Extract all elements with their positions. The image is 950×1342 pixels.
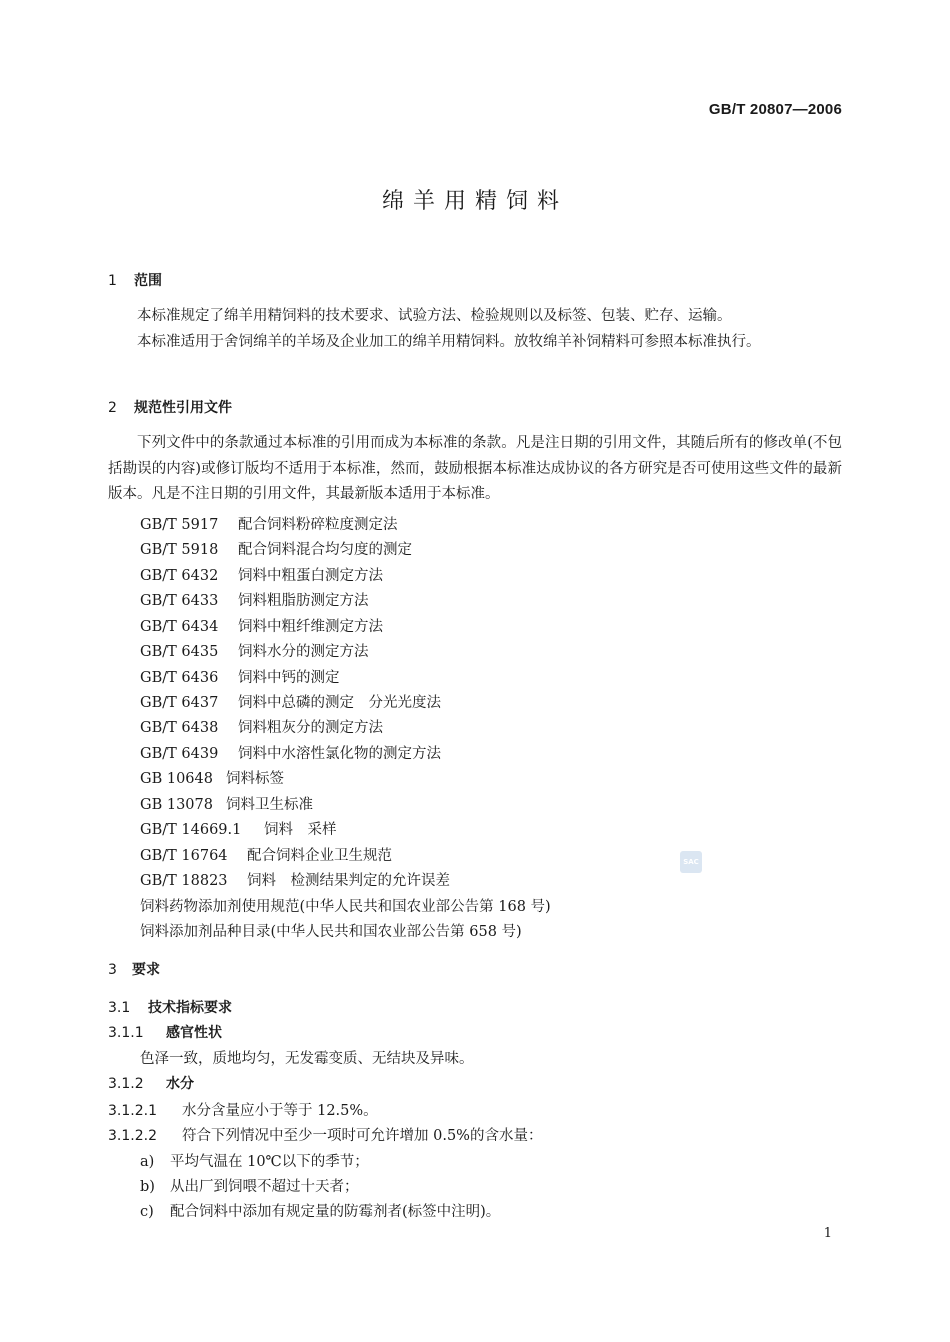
reference-item (140, 844, 392, 865)
list-text: 平均气温在 10℃以下的季节； (170, 1154, 369, 1170)
section-title: 水分 (166, 1076, 194, 1092)
reference-item (140, 666, 340, 687)
section-number: 3.1.2 (108, 1076, 144, 1092)
reference-title: 饲料 检测结果判定的允许误差 (247, 873, 450, 889)
page-number: 1 (823, 1226, 832, 1241)
reference-item (140, 640, 369, 661)
reference-code: GB 13078 (140, 797, 213, 813)
reference-item (140, 818, 337, 839)
list-label: a) (140, 1154, 155, 1170)
section-2-heading (108, 397, 232, 417)
reference-code: GB 10648 (140, 771, 213, 787)
reference-title: 饲料中水溶性氯化物的测定方法 (238, 746, 441, 762)
section-number: 2 (108, 400, 117, 416)
reference-code: GB/T 5917 (140, 517, 219, 533)
section-title: 范围 (134, 273, 162, 289)
paragraph: 下列文件中的条款通过本标准的引用而成为本标准的条款。凡是注日期的引用文件，其随后所有的修改单(不包括勘误的内容)或修订版均不适用于本标准，然而，鼓励根据本标准达成协议的各方研究是否可使用这些文件的最新版本。凡是不注日期的引用文件，其最新版本适用于本标准。 (108, 435, 842, 502)
reference-code: GB/T 14669.1 (140, 822, 242, 838)
clause-text: 水分含量应小于等于 12.5%。 (182, 1103, 378, 1119)
clause (108, 1124, 542, 1145)
subsection-heading (108, 1073, 194, 1093)
subsection-heading (108, 997, 232, 1017)
reference-item (140, 564, 383, 585)
reference-code: GB/T 6437 (140, 695, 219, 711)
list-item (140, 1150, 369, 1171)
section-title: 感官性状 (166, 1025, 222, 1041)
section-3-heading (108, 959, 160, 979)
reference-item (140, 513, 398, 534)
section-1-heading (108, 270, 162, 290)
reference-item (140, 793, 313, 814)
reference-item (140, 589, 369, 610)
reference-item (140, 691, 441, 712)
clause-text: 符合下列情况中至少一项时可允许增加 0.5%的含水量： (182, 1128, 543, 1144)
list-label: b) (140, 1179, 155, 1195)
section-number: 3.1.1 (108, 1025, 144, 1041)
list-text: 配合饲料中添加有规定量的防霉剂者(标签中注明)。 (170, 1204, 501, 1220)
reference-item: 饲料添加剂品种目录(中华人民共和国农业部公告第 658 号) (140, 924, 522, 940)
reference-title: 饲料中钙的测定 (238, 670, 340, 686)
reference-item (140, 538, 412, 559)
section-number: 3.1 (108, 1000, 131, 1016)
standard-number: GB/T 20807—2006 (708, 101, 842, 118)
reference-title: 配合饲料粉碎粒度测定法 (238, 517, 398, 533)
reference-title: 饲料标签 (226, 771, 284, 787)
reference-title: 饲料水分的测定方法 (238, 644, 369, 660)
reference-item (140, 742, 441, 763)
subsection-heading (108, 1022, 222, 1042)
paragraph: 本标准适用于舍饲绵羊的羊场及企业加工的绵羊用精饲料。放牧绵羊补饲精料可参照本标准执行。 (137, 334, 761, 350)
paragraph: 色泽一致，质地均匀，无发霉变质、无结块及异味。 (140, 1051, 474, 1067)
list-item (140, 1200, 500, 1221)
list-item (140, 1175, 359, 1196)
reference-code: GB/T 6436 (140, 670, 219, 686)
reference-title: 饲料中粗纤维测定方法 (238, 619, 383, 635)
section-number: 1 (108, 273, 117, 289)
sac-watermark-logo: SAC (680, 851, 702, 873)
reference-title: 配合饲料混合均匀度的测定 (238, 542, 412, 558)
reference-code: GB/T 6432 (140, 568, 219, 584)
reference-item (140, 869, 450, 890)
list-label: c) (140, 1204, 154, 1220)
reference-code: GB/T 18823 (140, 873, 228, 889)
clause-number: 3.1.2.1 (108, 1103, 157, 1119)
document-title: 绵羊用精饲料 (381, 189, 568, 214)
reference-code: GB/T 16764 (140, 848, 228, 864)
clause (108, 1099, 378, 1120)
reference-title: 饲料卫生标准 (226, 797, 313, 813)
reference-item (140, 615, 383, 636)
reference-item: 饲料药物添加剂使用规范(中华人民共和国农业部公告第 168 号) (140, 899, 551, 915)
section-title: 技术指标要求 (148, 1000, 232, 1016)
reference-code: GB/T 6439 (140, 746, 219, 762)
paragraph: 本标准规定了绵羊用精饲料的技术要求、试验方法、检验规则以及标签、包装、贮存、运输。 (137, 308, 732, 324)
reference-title: 饲料中总磷的测定 分光光度法 (238, 695, 441, 711)
reference-title: 饲料 采样 (264, 822, 337, 838)
reference-code: GB/T 6433 (140, 593, 219, 609)
section-title: 规范性引用文件 (134, 400, 232, 416)
reference-title: 配合饲料企业卫生规范 (247, 848, 392, 864)
reference-code: GB/T 5918 (140, 542, 219, 558)
reference-title: 饲料粗脂肪测定方法 (238, 593, 369, 609)
reference-title: 饲料粗灰分的测定方法 (238, 720, 383, 736)
reference-code: GB/T 6438 (140, 720, 219, 736)
reference-item (140, 716, 383, 737)
reference-code: GB/T 6434 (140, 619, 219, 635)
section-number: 3 (108, 962, 117, 978)
reference-title: 饲料中粗蛋白测定方法 (238, 568, 383, 584)
list-text: 从出厂到饲喂不超过十天者； (170, 1179, 359, 1195)
reference-item (140, 767, 284, 788)
reference-code: GB/T 6435 (140, 644, 219, 660)
clause-number: 3.1.2.2 (108, 1128, 157, 1144)
section-title: 要求 (132, 962, 160, 978)
